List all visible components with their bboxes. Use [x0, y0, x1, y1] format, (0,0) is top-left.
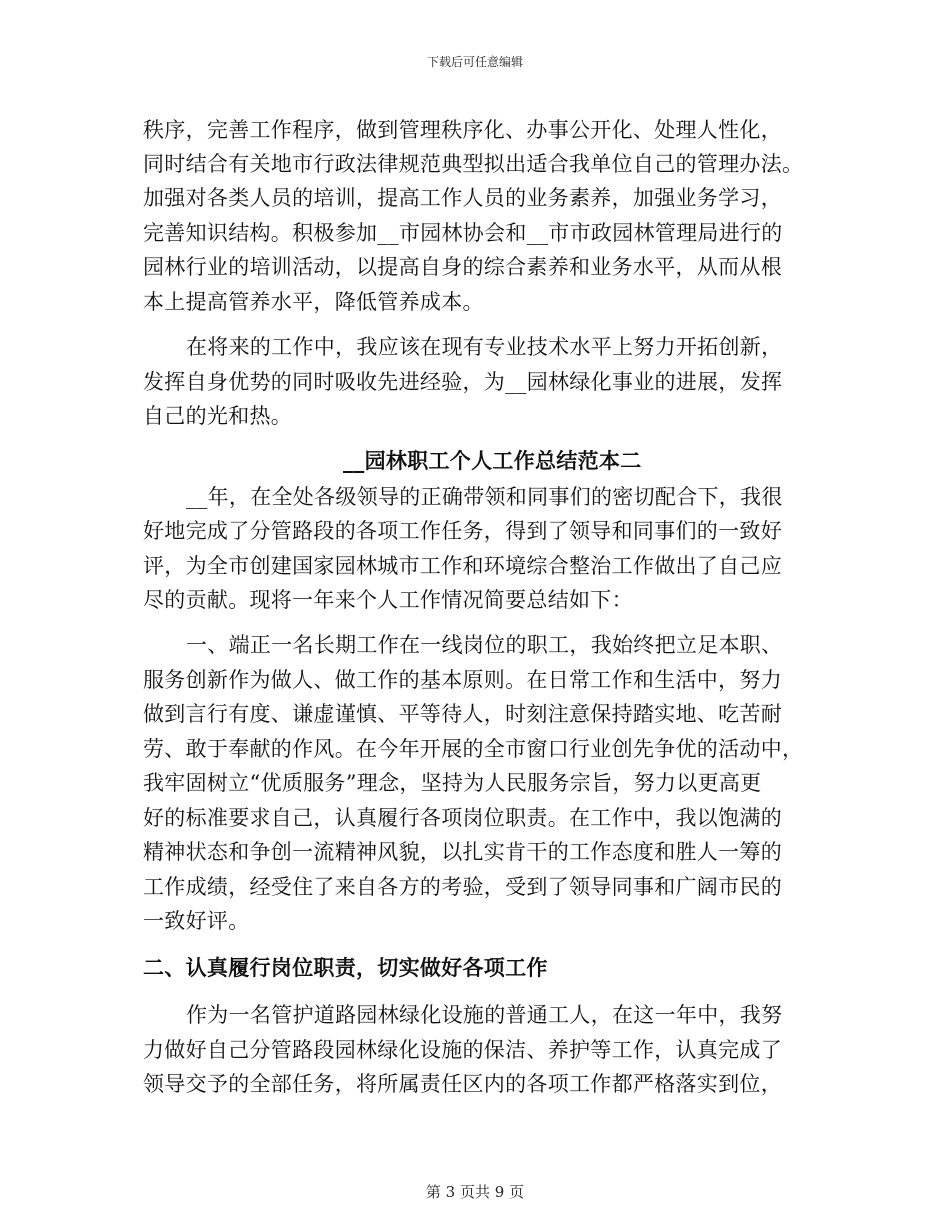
- body-line: 我牢固树立“优质服务”理念，坚持为人民服务宗旨，努力以更高更: [143, 771, 762, 795]
- body-line: 发挥自身优势的同时吸收先进经验，为__园林绿化事业的进展，发挥: [143, 370, 783, 394]
- body-line: 加强对各类人员的培训，提高工作人员的业务素养，加强业务学习，: [143, 186, 782, 210]
- body-line: 本上提高管养水平，降低管养成本。: [143, 290, 484, 314]
- body-line: 劳、敢于奉献的作风。在今年开展的全市窗口行业创先争优的活动中，: [143, 737, 804, 761]
- page-footer: 第 3 页共 9 页: [425, 1183, 525, 1201]
- page-header: 下载后可任意编辑: [426, 55, 523, 69]
- body-line: 自己的光和热。: [143, 404, 293, 428]
- section-title: __园林职工个人工作总结范本二: [343, 448, 642, 473]
- paragraph-first-line: 作为一名管护道路园林绿化设施的普通工人，在这一年中，我努: [186, 1003, 783, 1027]
- body-line: 评，为全市创建国家园林城市工作和环境综合整治工作做出了自己应: [143, 554, 782, 578]
- body-line: 好地完成了分管路段的各项工作任务，得到了领导和同事们的一致好: [143, 519, 782, 543]
- body-line: 一致好评。: [143, 909, 250, 933]
- body-line: 服务创新作为做人、做工作的基本原则。在日常工作和生活中，努力: [143, 668, 782, 692]
- body-line: 精神状态和争创一流精神风貌，以扎实肯干的工作态度和胜人一筹的: [143, 840, 782, 864]
- body-line: 完善知识结构。积极参加__市园林协会和__市市政园林管理局进行的: [143, 221, 783, 245]
- body-line: 工作成绩，经受住了来自各方的考验，受到了领导同事和广阔市民的: [143, 875, 782, 899]
- paragraph-first-line: 一、端正一名长期工作在一线岗位的职工，我始终把立足本职、: [186, 633, 783, 657]
- paragraph-first-line: __年，在全处各级领导的正确带领和同事们的密切配合下，我很: [186, 485, 783, 509]
- body-line: 好的标准要求自己，认真履行各项岗位职责。在工作中，我以饱满的: [143, 806, 782, 830]
- body-line: 园林行业的培训活动，以提高自身的综合素养和业务水平，从而从根: [143, 255, 782, 279]
- body-line: 力做好自己分管路段园林绿化设施的保洁、养护等工作，认真完成了: [143, 1038, 782, 1062]
- paragraph-first-line: 在将来的工作中，我应该在现有专业技术水平上努力开拓创新，: [186, 335, 783, 359]
- section-heading: 二、认真履行岗位职责，切实做好各项工作: [143, 955, 548, 980]
- body-line: 同时结合有关地市行政法律规范典型拟出适合我单位自己的管理办法。: [143, 152, 804, 176]
- body-line: 秩序，完善工作程序，做到管理秩序化、办事公开化、处理人性化，: [143, 118, 782, 142]
- body-line: 尽的贡献。现将一年来个人工作情况简要总结如下：: [143, 588, 633, 612]
- body-line: 做到言行有度、谦虚谨慎、平等待人，时刻注意保持踏实地、吃苦耐: [143, 702, 782, 726]
- body-line: 领导交予的全部任务，将所属责任区内的各项工作都严格落实到位，: [143, 1072, 782, 1096]
